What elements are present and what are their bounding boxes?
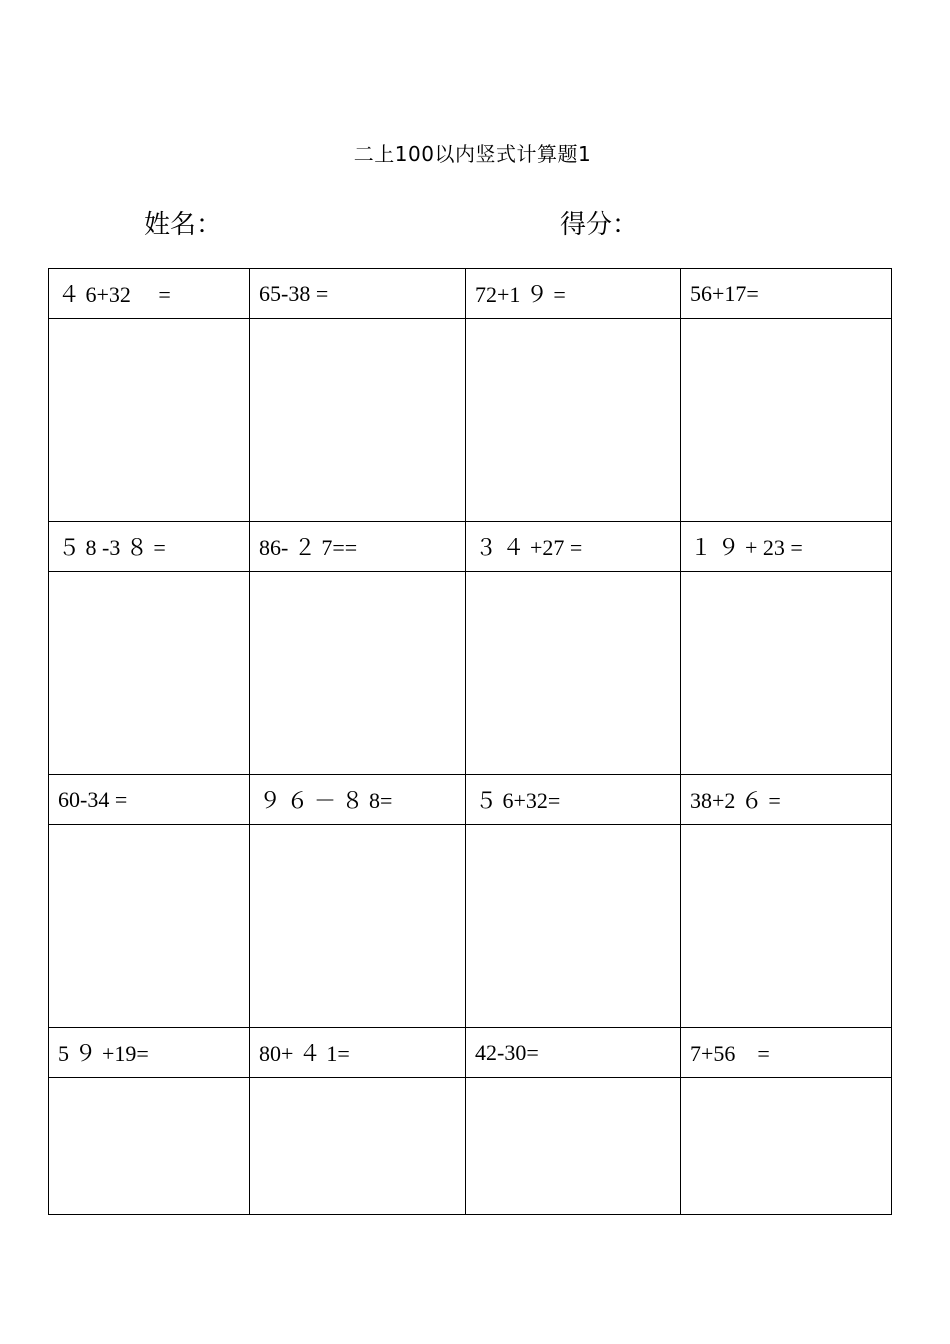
work-area [250, 1078, 466, 1215]
work-area [466, 572, 681, 775]
problem-cell: 65-38 = [250, 269, 466, 319]
problem-cell: 7+56 = [681, 1028, 892, 1078]
problem-cell: ９ ６ － ８ 8= [250, 775, 466, 825]
problem-cell: 5 ９ +19= [49, 1028, 250, 1078]
problem-cell: 80+ ４ 1= [250, 1028, 466, 1078]
work-area [250, 319, 466, 522]
problem-cell: ３ ４ +27 = [466, 522, 681, 572]
problem-cell: 42-30= [466, 1028, 681, 1078]
problem-cell: 60-34 = [49, 775, 250, 825]
problem-row [49, 269, 892, 319]
work-row [49, 319, 892, 522]
work-area [681, 572, 892, 775]
problem-cell: ５ 8 -3 ８ = [49, 522, 250, 572]
problem-cell: ５ 6+32= [466, 775, 681, 825]
problem-grid [48, 268, 892, 1215]
page-title: 二上100以内竖式计算题1 [353, 142, 592, 166]
problem-cell: 86- ２ 7== [250, 522, 466, 572]
work-area [681, 825, 892, 1028]
work-area [250, 572, 466, 775]
problem-row [49, 522, 892, 572]
work-area [49, 1078, 250, 1215]
work-area [49, 572, 250, 775]
work-area [466, 1078, 681, 1215]
problem-cell: ４ 6+32 = [49, 269, 250, 319]
work-row [49, 572, 892, 775]
name-label: 姓名： [144, 210, 223, 240]
work-area [49, 825, 250, 1028]
problem-row [49, 775, 892, 825]
work-area [49, 319, 250, 522]
problem-cell: 38+2 ６ = [681, 775, 892, 825]
work-area [250, 825, 466, 1028]
score-label: 得分： [560, 210, 639, 240]
work-area [681, 319, 892, 522]
problem-cell: １ ９ + 23 = [681, 522, 892, 572]
problem-cell: 72+1 ９ = [466, 269, 681, 319]
work-area [681, 1078, 892, 1215]
problem-row [49, 1028, 892, 1078]
work-row [49, 825, 892, 1028]
work-area [466, 825, 681, 1028]
work-area [466, 319, 681, 522]
problem-cell: 56+17= [681, 269, 892, 319]
work-row [49, 1078, 892, 1215]
